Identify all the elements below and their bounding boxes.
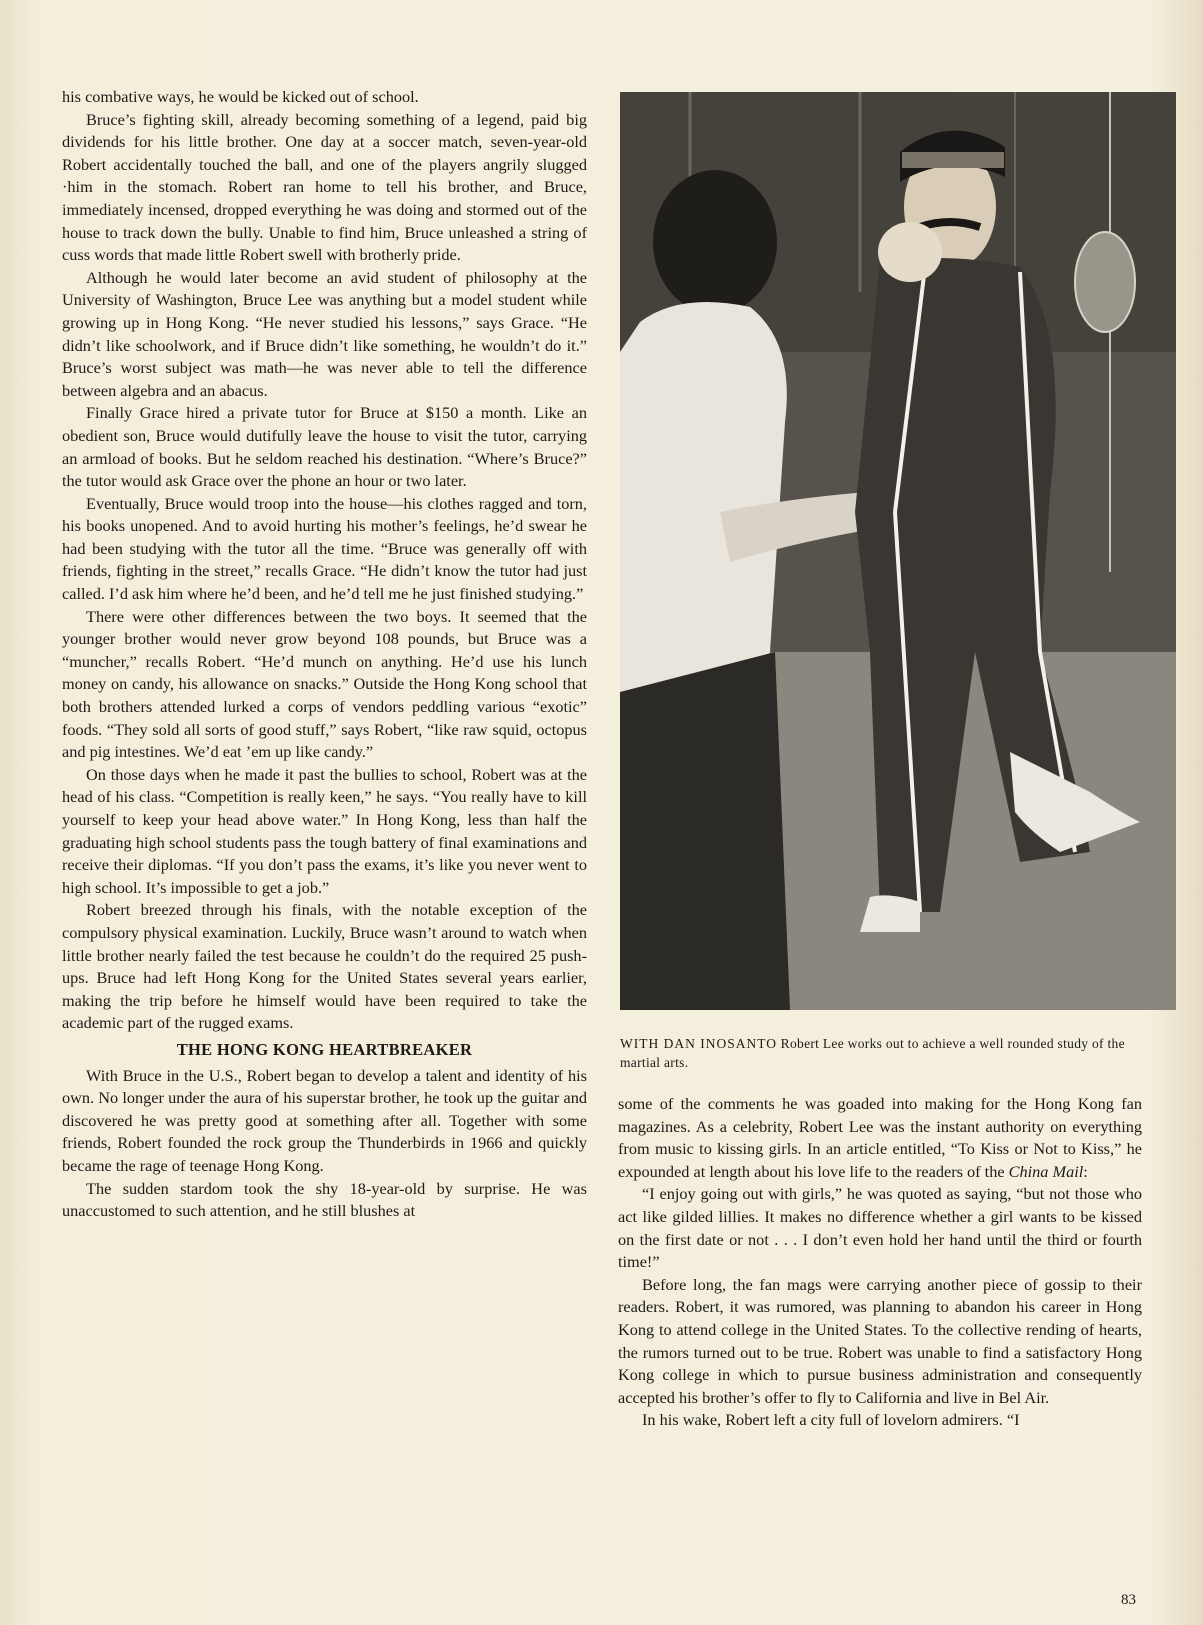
paragraph: With Bruce in the U.S., Robert began to develop a talent and identity of his own. No longer under the aura of his superstar brother, he took up the guitar and discovered he was pretty good at something after all. Together with some friends, Robert founded the rock group the Thunderbirds in 1966 and quickly became the rage of teenage Hong Kong.: [62, 1065, 587, 1175]
paragraph: Bruce’s fighting skill, already becoming something of a legend, paid big dividends for his little brother. One day at a soccer match, seven-year-old Robert accidentally touched the ball, and one of the players angrily slugged ·him in the stomach. Robert ran home to tell his brother, and Bruce, immediately incensed, dropped everything he was doing and stormed out of the house to track down the bully. Unable to find him, Bruce unleashed a string of cuss words that made little Robert swell with brotherly pride.: [62, 109, 587, 265]
left-text-column: [62, 86, 587, 1223]
paragraph: Although he would later become an avid student of philosophy at the University of Washington, Bruce Lee was anything but a model student while growing up in Hong Kong. “He never studied his lessons,” says Grace. “He didn’t like schoolwork, and if Bruce didn’t like something, he wouldn’t do it.” Bruce’s worst subject was math—he was never able to tell the difference between algebra and an abacus.: [62, 267, 587, 400]
punctuation: :: [1083, 1161, 1088, 1181]
paragraph: Finally Grace hired a private tutor for Bruce at $150 a month. Like an obedient son, Bruce would dutifully leave the house to visit the tutor, carrying an armload of books. But he seldom reached his destination. “Where’s Bruce?” the tutor would ask Grace over the phone an hour or two later.: [62, 403, 587, 491]
paragraph: Eventually, Bruce would troop into the house—his clothes ragged and torn, his books unopened. And to avoid hurting his mother’s feelings, he’d swear he had been studying with the tutor all the time. “Bruce was generally off with friends, fighting in the street,” recalls Grace. “He didn’t know the tutor had just called. I’d ask him where he’d been, and he’d tell me he just finished studying.”: [62, 493, 587, 604]
paragraph: On those days when he made it past the bullies to school, Robert was at the head of his class. “Competition is really keen,” he says. “You really have to kill yourself to keep your head above water.” In Hong Kong, less than half the graduating high school students pass the tough battery of final examinations and receive their diplomas. “If you don’t pass the exams, it’s like you never went to high school. It’s impossible to get a job.”: [62, 764, 587, 897]
section-subhead: THE HONG KONG HEARTBREAKER: [176, 1039, 473, 1059]
photo-caption: [620, 1034, 1140, 1072]
martial-arts-photo: [620, 92, 1176, 1010]
paragraph: Before long, the fan mags were carrying another piece of gossip to their readers. Robert, it was rumored, was planning to abandon his career in Hong Kong to attend college in the United States. To the collective rending of hearts, the rumors turned out to be true. Robert was unable to find a satisfactory Hong Kong college in which to pursue business administration and consequently accepted his brother’s offer to fly to California and live in Bel Air.: [618, 1274, 1142, 1407]
paragraph: There were other differences between the two boys. It seemed that the younger brother would never grow beyond 108 pounds, but Bruce was a “muncher,” recalls Robert. “He’d munch on anything. He’d use his lunch money on candy, his allowance on snacks.” Outside the Hong Kong school that both brothers attended lurked a corps of vendors peddling various “exotic” foods. “They sold all sorts of good stuff,” says Robert, “like raw squid, octopus and pig intestines. We’d eat ’em up like candy.”: [62, 606, 587, 762]
paragraph: [618, 1093, 1142, 1183]
caption-text: Robert Lee works out to achieve a well rounded study of the martial arts.: [620, 1036, 1125, 1070]
quote-paragraph: “I enjoy going out with girls,” he was quoted as saying, “but not those who act like gilded lillies. It makes no difference whether a girl wants to be kissed on the first date or not . . . I don’t even hold her hand until the third or fourth time!”: [618, 1184, 1142, 1272]
paragraph: In his wake, Robert left a city full of lovelorn admirers. “I: [642, 1410, 1020, 1430]
paragraph-text: some of the comments he was goaded into making for the Hong Kong fan magazines. As a celebrity, Robert Lee was the instant authority on everything from music to kissing girls. In an article entitled, “To Kiss or Not to Kiss,” he expounded at length about his love life to the readers of the: [618, 1094, 1142, 1181]
caption-lead: WITH DAN INOSANTO: [620, 1036, 777, 1051]
paragraph: his combative ways, he would be kicked out of school.: [62, 87, 419, 106]
paragraph: Robert breezed through his finals, with the notable exception of the compulsory physical examination. Luckily, Bruce wasn’t around to watch when little brother nearly failed the test because he couldn’t do the required 25 push-ups. Bruce had left Hong Kong for the United States several years earlier, making the trip before he himself would have been required to take the academic part of the rugged exams.: [62, 900, 587, 1033]
paragraph: The sudden stardom took the shy 18-year-old by surprise. He was unaccustomed to such attention, and he still blushes at: [62, 1178, 587, 1221]
page-number: 83: [1121, 1592, 1136, 1608]
right-text-column: [618, 1093, 1142, 1432]
publication-name: China Mail: [1008, 1161, 1084, 1181]
